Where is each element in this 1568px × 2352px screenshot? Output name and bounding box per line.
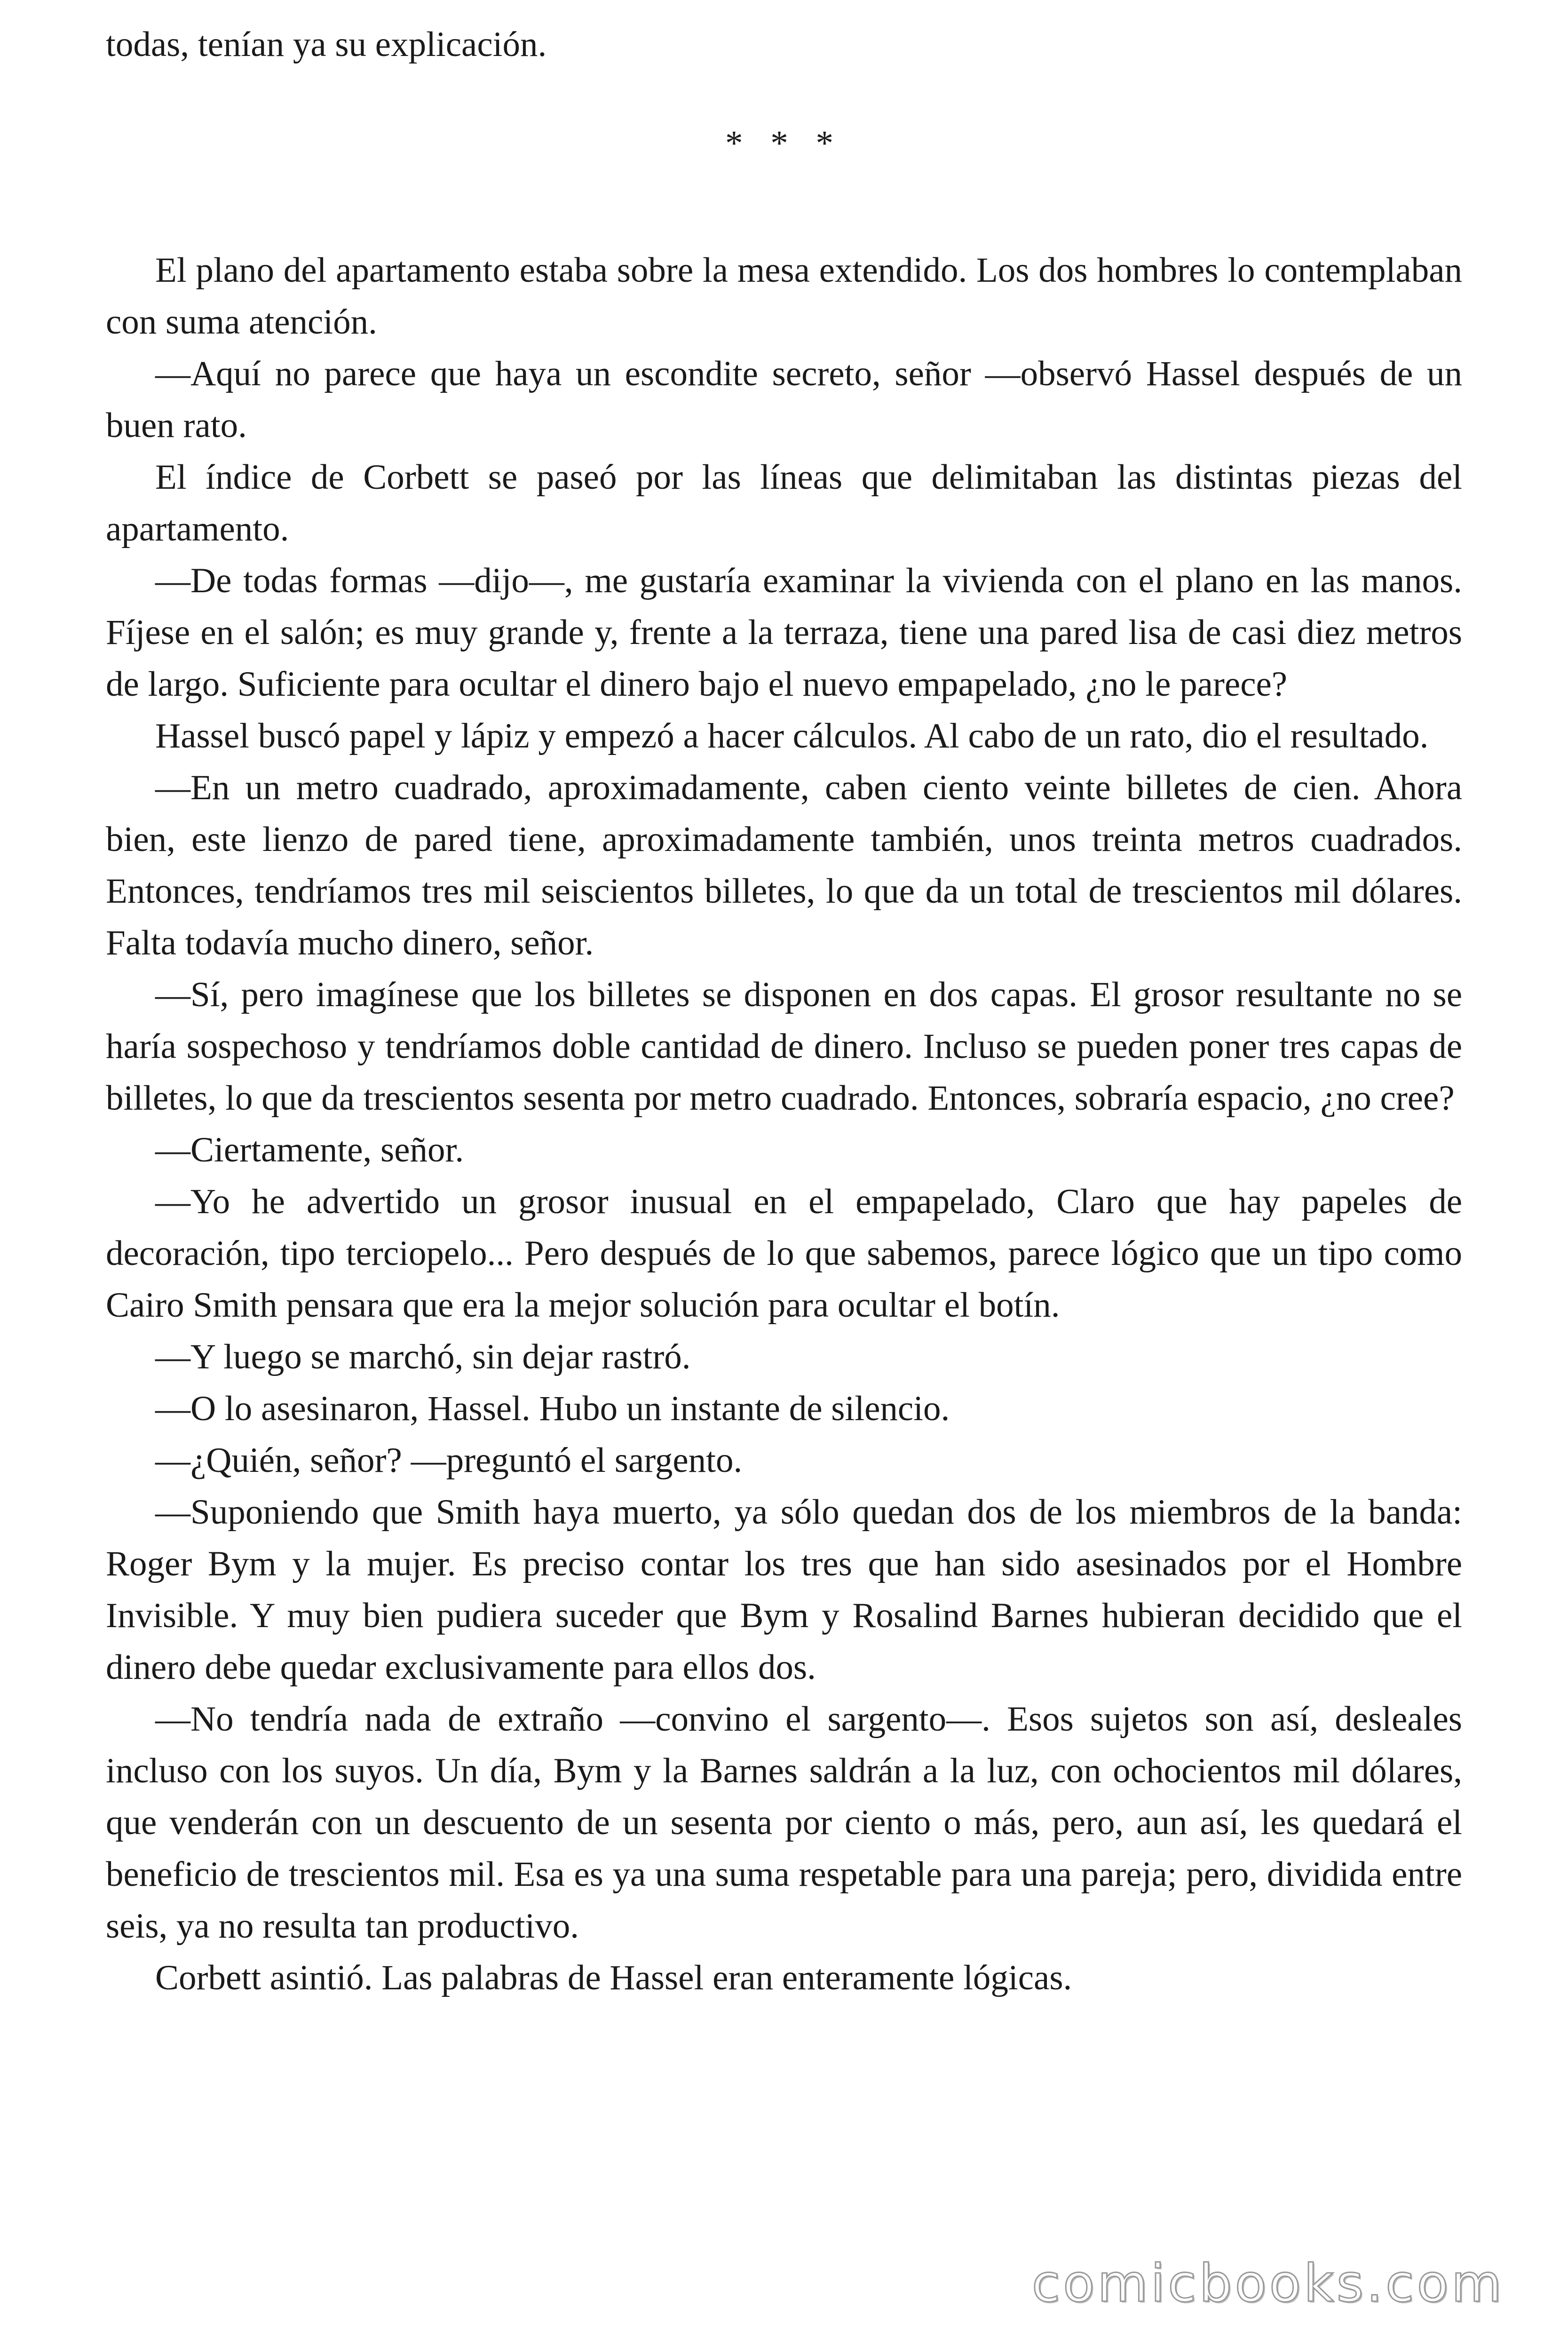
paragraph: —Aquí no parece que haya un escondite secreto, señor —observó Hassel después de un buen rato.	[106, 354, 1462, 445]
paragraph: El índice de Corbett se paseó por las líneas que delimitaban las distintas piezas del apartamento.	[106, 458, 1462, 548]
paragraph: El plano del apartamento estaba sobre la mesa extendido. Los dos hombres lo contemplaban con suma atención.	[106, 251, 1462, 342]
paragraph: —O lo asesinaron, Hassel. Hubo un instante de silencio.	[155, 1389, 950, 1428]
paragraph: —Y luego se marchó, sin dejar rastró.	[155, 1337, 691, 1376]
paragraph: Hassel buscó papel y lápiz y empezó a hacer cálculos. Al cabo de un rato, dio el resultado.	[155, 716, 1429, 755]
watermark: comicbooks.com	[1031, 2253, 1505, 2313]
paragraph: —Yo he advertido un grosor inusual en el empapelado, Claro que hay papeles de decoración, tipo terciopelo... Pero después de lo que sabemos, parece lógico que un tipo como Cairo Smith pensara que era la mejor solución para ocultar el botín.	[106, 1182, 1462, 1325]
opening-line: todas, tenían ya su explicación.	[106, 25, 547, 64]
paragraph: —Ciertamente, señor.	[155, 1130, 464, 1169]
section-separator: * * *	[725, 124, 843, 163]
paragraph: —No tendría nada de extraño —convino el sargento—. Esos sujetos son así, desleales incluso con los suyos. Un día, Bym y la Barnes saldrán a la luz, con ochocientos mil dólares, que venderán con un descuento de un sesenta por ciento o más, pero, aun así, les quedará el beneficio de trescientos mil. Esa es ya una suma respetable para una pareja; pero, dividida entre seis, ya no resulta tan productivo.	[106, 1700, 1462, 1946]
page-text	[106, 19, 1462, 2004]
paragraph: —Sí, pero imagínese que los billetes se disponen en dos capas. El grosor resultante no se haría sospechoso y tendríamos doble cantidad de dinero. Incluso se pueden poner tres capas de billetes, lo que da trescientos sesenta por metro cuadrado. Entonces, sobraría espacio, ¿no cree?	[106, 975, 1462, 1118]
paragraph: Corbett asintió. Las palabras de Hassel eran enteramente lógicas.	[155, 1958, 1072, 1997]
paragraph: —¿Quién, señor? —preguntó el sargento.	[155, 1441, 743, 1480]
paragraph: —En un metro cuadrado, aproximadamente, caben ciento veinte billetes de cien. Ahora bien, este lienzo de pared tiene, aproximadamente también, unos treinta metros cuadrados. Entonces, tendríamos tres mil seiscientos billetes, lo que da un total de trescientos mil dólares. Falta todavía mucho dinero, señor.	[106, 768, 1462, 962]
paragraph: —Suponiendo que Smith haya muerto, ya sólo quedan dos de los miembros de la banda: Roger Bym y la mujer. Es preciso contar los tres que han sido asesinados por el Hombre Invisible. Y muy bien pudiera suceder que Bym y Rosalind Barnes hubieran decidido que el dinero debe quedar exclusivamente para ellos dos.	[106, 1493, 1462, 1687]
paragraph: —De todas formas —dijo—, me gustaría examinar la vivienda con el plano en las manos. Fíjese en el salón; es muy grande y, frente a la terraza, tiene una pared lisa de casi diez metros de largo. Suficiente para ocultar el dinero bajo el nuevo empapelado, ¿no le parece?	[106, 561, 1462, 704]
